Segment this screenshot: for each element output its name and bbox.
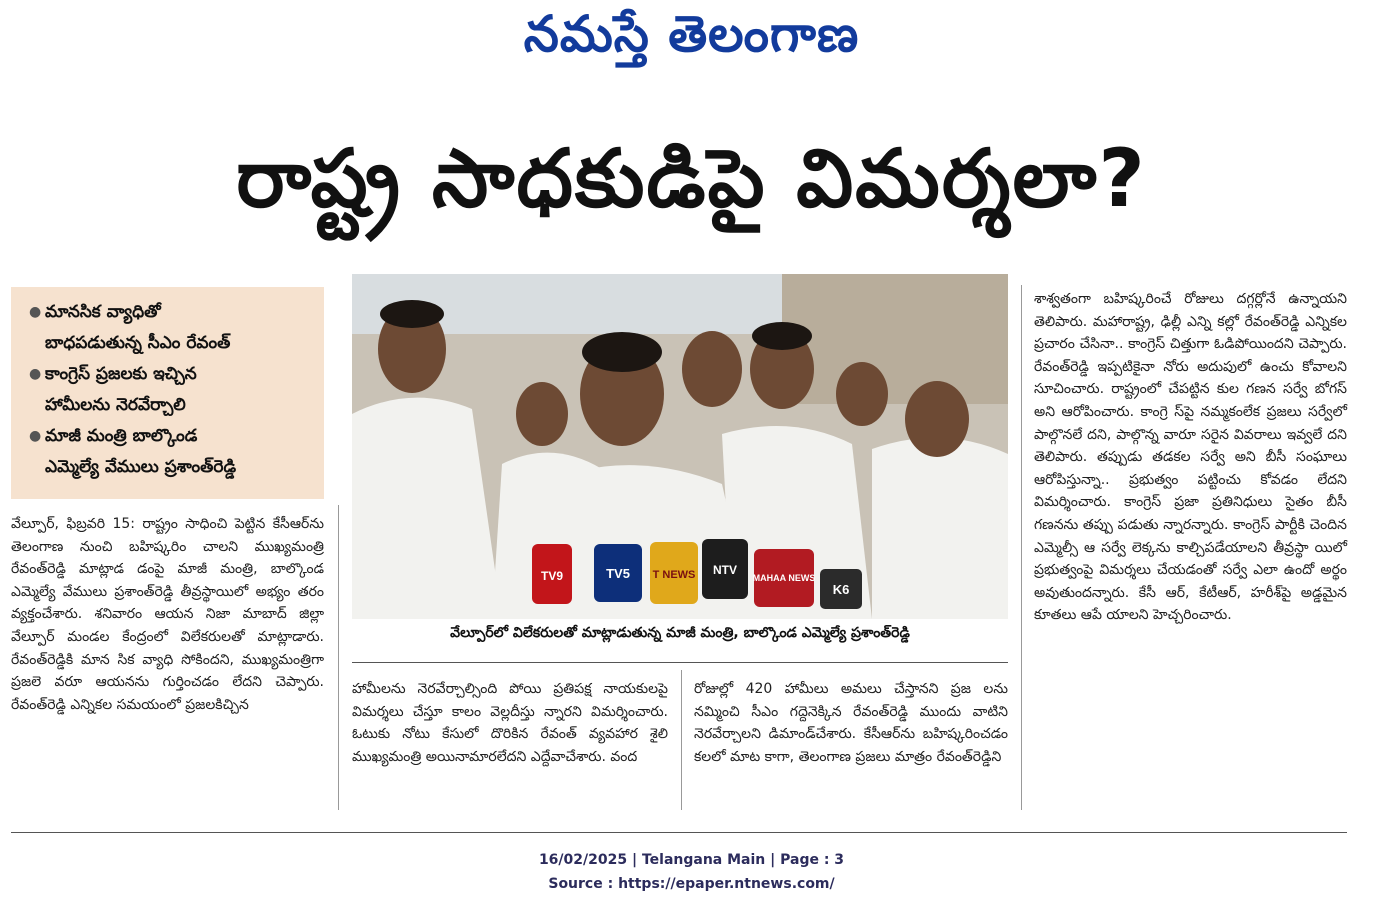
bullet-icon: ● <box>29 304 42 320</box>
mic-label-tnews: T NEWS <box>652 569 696 581</box>
news-photo <box>352 274 1008 619</box>
source-url[interactable]: Source : https://epaper.ntnews.com/ <box>548 876 835 892</box>
mic-label-mahaa: MAHAA NEWS <box>752 573 816 583</box>
person-head <box>516 382 568 446</box>
highlight-line: మానసిక వ్యాధితో <box>45 302 161 322</box>
article-column-1: వేల్పూర్, ఫిబ్రవరి 15: రాష్ట్రం సాధించి పెట్టిన కేసీఆర్‌ను తెలంగాణ నుంచి బహిష్కరిం చాలని ముఖ్యమంత్రి రేవంత్‌రెడ్డి మాట్లాడ డంపై మాజీ మంత్రి, బాల్కొండ ఎమ్మెల్యే వేములు ప్రశాంత్‌రెడ్డి తీవ్రస్థాయిలో అభ్యం తరం వ్యక్తంచేశారు. శనివారం ఆయన నిజా మాబాద్ జిల్లా వేల్పూర్ మండల కేంద్రంలో విలేకరులతో మాట్లాడారు. రేవంత్‌రెడ్డికి మాన సిక వ్యాధి సోకిందని, ముఖ్యమంత్రిగా ప్రజలె వరూ ఆయనను గుర్తించడం లేదని చెప్పారు. రేవంత్‌రెడ్డి ఎన్నికల సమయంలో ప్రజలకిచ్చిన <box>11 516 324 713</box>
highlight-line: హామీలను నెరవేర్చాలి <box>45 395 186 415</box>
highlight-line: మాజీ మంత్రి బాల్కొండ <box>45 426 198 446</box>
highlight-item <box>29 359 314 421</box>
press-conference-image <box>352 274 1008 619</box>
highlight-item <box>29 421 314 483</box>
mic-label-k6: K6 <box>832 582 850 597</box>
column-divider <box>681 670 682 810</box>
mic-label-ntv: NTV <box>713 563 737 577</box>
mic-label-tv9: TV9 <box>540 569 564 583</box>
masthead-logo: నమస్తే తెలంగాణ <box>523 4 860 63</box>
highlight-line: కాంగ్రెస్ ప్రజలకు ఇచ్చిన <box>45 364 197 384</box>
person-head <box>682 331 742 407</box>
article-column-2: హామీలను నెరవేర్చాల్సింది పోయి ప్రతిపక్ష నాయకులపై విమర్శలు చేస్తూ కాలం వెల్లదీస్తు న్నారని విమర్శించారు. ఓటుకు నోటు కేసులో దొరికిన రేవంత్ వ్యవహార శైలి ముఖ్యమంత్రి అయినామారలేదని ఎద్దేవాచేశారు. వంద <box>352 681 668 765</box>
article-column-4: శాశ్వతంగా బహిష్కరించే రోజులు దగ్గర్లోనే ఉన్నాయని తెలిపారు. మహారాష్ట్ర, ఢిల్లీ ఎన్ని కల్లో రేవంత్‌రెడ్డి ఎన్నికల ప్రచారం చేసినా.. కాంగ్రెస్ చిత్తుగా ఓడిపోయిందని చెప్పారు. రేవంత్‌రెడ్డి ఇప్పటికైనా నోరు అదుపులో ఉంచు కోవాలని సూచించారు. రాష్ట్రంలో చేపట్టిన కుల గణన సర్వే బోగస్ అని ఆరోపించారు. కాంగ్రె స్‌పై నమ్మకంలేక ప్రజలు సర్వేలో పాల్గొనలే దని, పాల్గొన్న వారూ సరైన వివరాలు ఇవ్వలే దని తెలిపారు. తప్పుడు తడకల సర్వే అని బీసీ సంఘాలు ఆరోపిస్తున్నా.. ప్రభుత్వం పట్టించు కోవడం లేదని విమర్శించారు. కాంగ్రెస్ ప్రజా ప్రతినిధులు సైతం బీసీ గణనను తప్పు పడుతు న్నారన్నారు. కాంగ్రెస్ పార్టీకి చెందిన ఎమ్మెల్సీ ఆ సర్వే లెక్కను కాల్చిపడేయాలని తీవ్రస్థా యిలో ప్రభుత్వంపై విమర్శలు చేయడంతో సర్వే ఎలా ఉందో అర్థం అవుతుందన్నారు. కేసీ ఆర్, కేటీఆర్, హరీశ్‌పై అడ్డమైన కూతలు ఆపే యాలని హెచ్చరించారు. <box>1034 291 1347 624</box>
person-hair <box>380 300 444 328</box>
photo-caption: వేల్పూర్‌లో విలేకరులతో మాట్లాడుతున్న మాజీ మంత్రి, బాల్కొండ ఎమ్మెల్యే ప్రశాంత్‌రెడ్డి <box>450 625 910 641</box>
highlight-line: ఎమ్మెల్యే వేములు ప్రశాంత్‌రెడ్డి <box>45 457 237 477</box>
photo-wall-right <box>782 274 1008 404</box>
article-column-3: రోజుల్లో 420 హామీలు అమలు చేస్తానని ప్రజ లను నమ్మించి సీఎం గద్దెనెక్కిన రేవంత్‌రెడ్డి ముందు వాటిని నెరవేర్చాలని డిమాండ్‌చేశారు. కేసీఆర్‌ను బహిష్కరించడం కలలో మాట కాగా, తెలంగాణ ప్రజలు మాత్రం రేవంత్‌రెడ్డిని <box>694 681 1008 765</box>
caption-divider <box>352 662 1008 663</box>
highlights-box <box>11 287 324 499</box>
page-info: 16/02/2025 | Telangana Main | Page : 3 <box>538 852 845 868</box>
column-divider <box>338 505 339 810</box>
person-right-shirt <box>872 438 1008 619</box>
person-head <box>836 362 888 426</box>
highlight-line: బాధపడుతున్న సీఎం రేవంత్ <box>45 333 231 353</box>
bullet-icon: ● <box>29 428 42 444</box>
page-bottom-rule <box>11 832 1347 833</box>
column-divider <box>1021 285 1022 810</box>
person-hair <box>752 322 812 350</box>
headline: రాష్ట్ర సాధకుడిపై విమర్శలా? <box>236 132 1147 225</box>
person-head <box>905 381 969 457</box>
bullet-icon: ● <box>29 366 42 382</box>
speaker-hair <box>582 332 662 372</box>
highlight-item <box>29 297 314 359</box>
mic-label-tv5: TV5 <box>606 566 630 581</box>
